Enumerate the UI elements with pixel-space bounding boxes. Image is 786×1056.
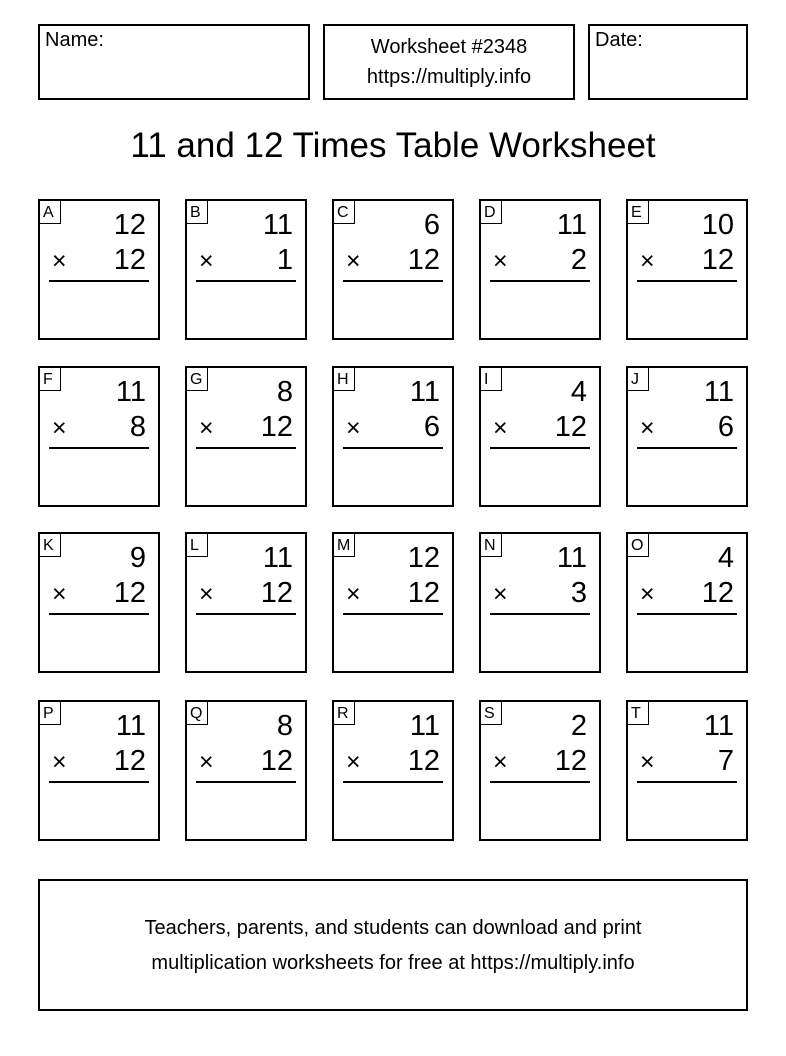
answer-line [490, 280, 590, 282]
times-sign: × [640, 580, 655, 608]
answer-line [490, 613, 590, 615]
problem-card[interactable] [185, 700, 307, 841]
multiplier: 12 [407, 244, 440, 276]
multiplier: 8 [129, 411, 146, 443]
problem-letter: S [481, 702, 502, 725]
problem-card[interactable] [332, 532, 454, 673]
problem-card[interactable] [332, 700, 454, 841]
multiplicand: 11 [703, 710, 734, 742]
problem-card[interactable] [626, 532, 748, 673]
problem-card[interactable] [626, 199, 748, 340]
answer-line [490, 447, 590, 449]
times-sign: × [640, 414, 655, 442]
problem-card[interactable] [479, 700, 601, 841]
answer-line [343, 280, 443, 282]
problem-letter: M [334, 534, 355, 557]
multiplier: 12 [113, 745, 146, 777]
times-sign: × [346, 414, 361, 442]
answer-line [49, 613, 149, 615]
multiplier: 1 [276, 244, 293, 276]
problem-card[interactable] [479, 366, 601, 507]
times-sign: × [199, 580, 214, 608]
multiplicand: 11 [409, 376, 440, 408]
worksheet-url: https://multiply.info [366, 66, 532, 88]
problem-letter: Q [187, 702, 208, 725]
times-sign: × [346, 247, 361, 275]
multiplier: 12 [260, 577, 293, 609]
multiplier: 12 [554, 745, 587, 777]
answer-line [343, 613, 443, 615]
multiplier: 12 [554, 411, 587, 443]
problem-card[interactable] [185, 532, 307, 673]
multiplicand: 11 [556, 542, 587, 574]
multiplicand: 11 [115, 376, 146, 408]
multiplier: 3 [570, 577, 587, 609]
answer-line [196, 613, 296, 615]
problem-letter: K [40, 534, 61, 557]
problem-card[interactable] [38, 700, 160, 841]
answer-line [637, 781, 737, 783]
multiplicand: 4 [570, 376, 587, 408]
problem-letter: L [187, 534, 208, 557]
problem-card[interactable] [479, 199, 601, 340]
footer-line-1: Teachers, parents, and students can download and print [144, 917, 642, 939]
times-sign: × [52, 247, 67, 275]
times-sign: × [493, 580, 508, 608]
multiplicand: 4 [717, 542, 734, 574]
multiplier: 6 [423, 411, 440, 443]
multiplier: 6 [717, 411, 734, 443]
answer-line [637, 280, 737, 282]
times-sign: × [52, 748, 67, 776]
name-label: Name: [45, 29, 104, 51]
multiplier: 12 [113, 244, 146, 276]
times-sign: × [640, 748, 655, 776]
problem-card[interactable] [626, 700, 748, 841]
page-title: 11 and 12 Times Table Worksheet [130, 126, 656, 165]
problem-card[interactable] [38, 532, 160, 673]
answer-line [49, 447, 149, 449]
problem-card[interactable] [185, 366, 307, 507]
date-label: Date: [595, 29, 643, 51]
answer-line [196, 280, 296, 282]
date-field-box[interactable] [588, 24, 748, 100]
times-sign: × [199, 414, 214, 442]
problem-card[interactable] [626, 366, 748, 507]
times-sign: × [199, 748, 214, 776]
problem-card[interactable] [38, 366, 160, 507]
multiplicand: 12 [407, 542, 440, 574]
footer-box [38, 879, 748, 1011]
multiplicand: 11 [703, 376, 734, 408]
problem-card[interactable] [479, 532, 601, 673]
times-sign: × [199, 247, 214, 275]
multiplicand: 8 [276, 376, 293, 408]
problem-letter: J [628, 368, 649, 391]
problem-card[interactable] [38, 199, 160, 340]
worksheet-number: Worksheet #2348 [370, 36, 528, 58]
answer-line [196, 781, 296, 783]
multiplicand: 6 [423, 209, 440, 241]
multiplicand: 11 [115, 710, 146, 742]
multiplier: 12 [407, 577, 440, 609]
multiplicand: 11 [409, 710, 440, 742]
problem-letter: F [40, 368, 61, 391]
times-sign: × [52, 414, 67, 442]
times-sign: × [52, 580, 67, 608]
multiplier: 12 [113, 577, 146, 609]
answer-line [49, 781, 149, 783]
answer-line [637, 447, 737, 449]
multiplicand: 9 [129, 542, 146, 574]
problem-card[interactable] [332, 199, 454, 340]
worksheet-info-box [323, 24, 575, 100]
problem-letter: I [481, 368, 502, 391]
multiplicand: 8 [276, 710, 293, 742]
problem-letter: C [334, 201, 355, 224]
multiplier: 12 [701, 577, 734, 609]
problem-card[interactable] [332, 366, 454, 507]
multiplicand: 2 [570, 710, 587, 742]
multiplicand: 10 [701, 209, 734, 241]
multiplicand: 11 [262, 542, 293, 574]
multiplicand: 12 [113, 209, 146, 241]
answer-line [343, 447, 443, 449]
problem-letter: A [40, 201, 61, 224]
multiplicand: 11 [556, 209, 587, 241]
multiplier: 2 [570, 244, 587, 276]
footer-line-2: multiplication worksheets for free at https://multiply.info [151, 952, 635, 974]
problem-letter: H [334, 368, 355, 391]
answer-line [49, 280, 149, 282]
answer-line [343, 781, 443, 783]
name-field-box[interactable] [38, 24, 310, 100]
multiplier: 12 [260, 745, 293, 777]
times-sign: × [346, 580, 361, 608]
multiplier: 12 [701, 244, 734, 276]
problem-card[interactable] [185, 199, 307, 340]
problem-letter: N [481, 534, 502, 557]
problem-letter: P [40, 702, 61, 725]
times-sign: × [346, 748, 361, 776]
problem-letter: G [187, 368, 208, 391]
problem-letter: T [628, 702, 649, 725]
answer-line [490, 781, 590, 783]
problem-letter: D [481, 201, 502, 224]
problem-letter: E [628, 201, 649, 224]
multiplicand: 11 [262, 209, 293, 241]
problem-letter: R [334, 702, 355, 725]
multiplier: 12 [260, 411, 293, 443]
answer-line [637, 613, 737, 615]
times-sign: × [493, 247, 508, 275]
times-sign: × [493, 414, 508, 442]
multiplier: 7 [717, 745, 734, 777]
answer-line [196, 447, 296, 449]
problem-letter: O [628, 534, 649, 557]
multiplier: 12 [407, 745, 440, 777]
times-sign: × [493, 748, 508, 776]
problem-letter: B [187, 201, 208, 224]
times-sign: × [640, 247, 655, 275]
